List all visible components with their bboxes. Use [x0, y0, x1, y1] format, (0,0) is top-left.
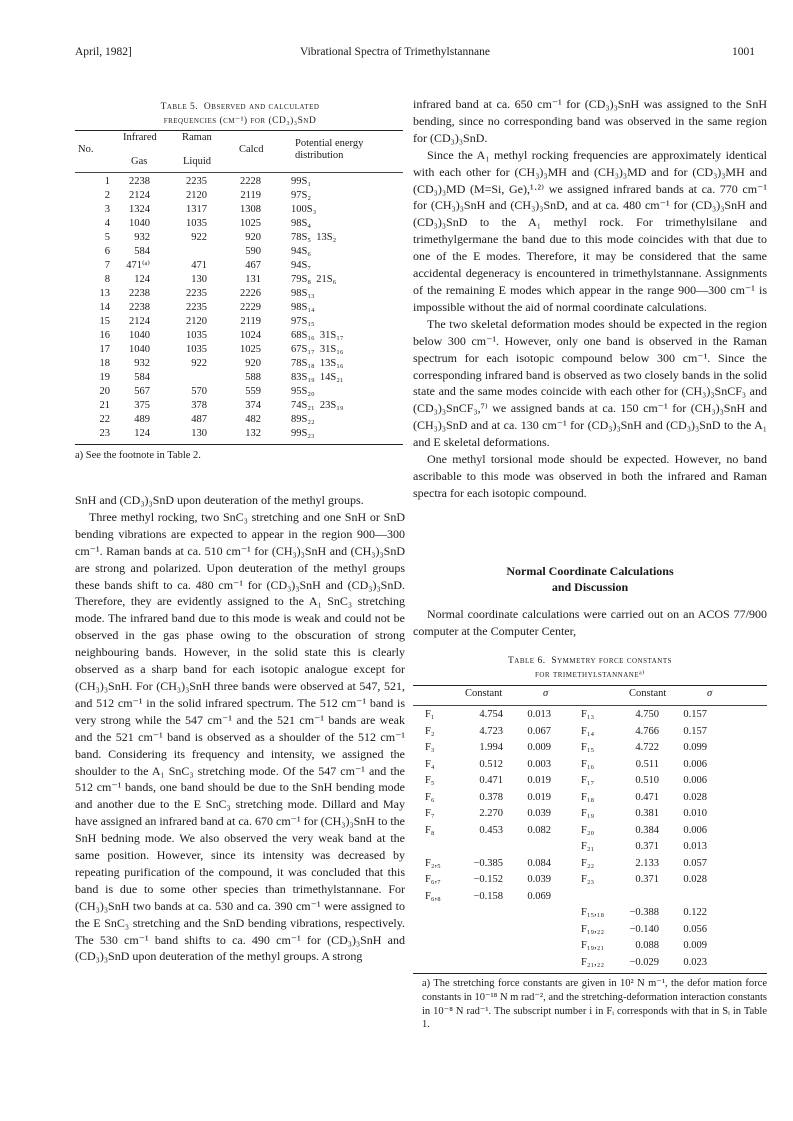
- force-constant-sigma: 0.157: [683, 725, 707, 737]
- raman-liquid-value: 570: [191, 386, 207, 397]
- force-constant-label: F₁₉,₂₂: [581, 923, 605, 935]
- table5-caption-text: Observed and calculated: [203, 102, 320, 112]
- row-number: 13: [99, 288, 110, 299]
- force-constant-label: F₃: [425, 742, 435, 753]
- infrared-gas-value: 1040: [129, 344, 150, 355]
- table6-caption-line2: for trimethylstannaneᵃ⁾: [534, 670, 646, 680]
- force-constant-sigma: 0.067: [527, 725, 551, 737]
- calculated-value: 1024: [240, 330, 261, 341]
- force-constant-value: 4.723: [479, 725, 503, 737]
- force-constant-label: F₂₁: [581, 841, 595, 852]
- force-constant-label: F₁₃: [581, 709, 595, 720]
- raman-liquid-value: 2120: [186, 316, 207, 327]
- raman-liquid-value: 1035: [186, 218, 207, 229]
- table-row: [425, 889, 551, 906]
- force-constant-sigma: 0.013: [527, 709, 551, 720]
- raman-liquid-value: 922: [191, 232, 207, 243]
- infrared-gas-value: 124: [134, 274, 150, 285]
- infrared-gas-value: 1324: [129, 204, 150, 215]
- table5-header-raman: Raman: [182, 132, 212, 143]
- table-row: [425, 740, 551, 757]
- right-column-body: [413, 96, 767, 502]
- table-row: [75, 203, 344, 217]
- calculated-value: 588: [245, 372, 261, 383]
- force-constant-sigma: 0.057: [683, 857, 707, 869]
- infrared-gas-value: 124: [134, 428, 150, 439]
- table-row: [75, 259, 344, 273]
- force-constant-value: 4.722: [635, 742, 659, 753]
- force-constant-label: F₂,₅: [425, 857, 441, 869]
- table5-caption-line2: frequencies (cm⁻¹) for (CD₃)₃SnD: [163, 116, 317, 126]
- calculated-value: 2119: [240, 316, 261, 327]
- potential-energy-distribution: 67S₁₇ 31S₁₆: [291, 344, 344, 355]
- table-row: [75, 287, 344, 301]
- table-row: [75, 399, 344, 413]
- table-row: [75, 343, 344, 357]
- row-number: 17: [99, 344, 110, 355]
- force-constant-value: −0.388: [629, 907, 659, 918]
- calculated-value: 2229: [240, 302, 261, 313]
- right-paragraph-5: Normal coordinate calculations were carried out on an ACOS 77/900 computer at the Computer Center,: [413, 607, 767, 638]
- raman-liquid-value: 1035: [186, 344, 207, 355]
- infrared-gas-value: 932: [134, 232, 150, 243]
- row-number: 4: [104, 218, 110, 229]
- potential-energy-distribution: 83S₁₉ 14S₂₁: [291, 372, 344, 383]
- table-row: [75, 357, 344, 371]
- table-row: [425, 839, 551, 856]
- table5-caption-line1: [75, 100, 405, 114]
- table-row: [75, 189, 344, 203]
- raman-liquid-value: 2235: [186, 176, 207, 187]
- potential-energy-distribution: 99S₂₃: [291, 428, 315, 439]
- table5-header-infrared: Infrared: [123, 132, 157, 143]
- table6-bottom-rule: [413, 973, 767, 974]
- force-constant-sigma: [659, 889, 707, 906]
- table-row: [425, 724, 551, 741]
- right-paragraph-2: Since the A₁ methyl rocking frequencies are approximately identical with each other for (CH₃)₃MH and (CH₃)₃MD and for (CD₃)₃MH and (CD₃)₃MD (M=Si, Ge),¹·²⁾ we assigned infrared bands at ca. 770 cm⁻¹ for (CH₃)₃SnH and (CH₃)₃SnD, and at ca. 480 cm⁻¹ for (CD₃)₃SnH and (CD₃)₃SnD to the A₁ methyl rock. For trimethylsilane and trimethylgermane the band due to this mode coincides with that due to one of the E modes. Therefore, it may be considered that the same accidental degeneracy is encountered in trimethylstannane. Assignments of the remaining E modes which appear in the range 900—300 cm⁻¹ is impossible without the aid of normal coordinate calculations.: [413, 147, 767, 314]
- calculated-value: 467: [245, 260, 261, 271]
- force-constant-label: F₆,₈: [425, 890, 441, 902]
- table-row: [75, 245, 344, 259]
- raman-liquid-value: 130: [191, 274, 207, 285]
- force-constant-value: 0.384: [635, 824, 659, 836]
- table-row: [75, 413, 344, 427]
- running-head-page-number: 1001: [732, 46, 755, 58]
- table5-header-calcd: Calcd: [239, 144, 264, 155]
- force-constant-value: 4.754: [479, 709, 503, 720]
- force-constant-label: F₁₅,₁₈: [581, 907, 605, 918]
- table-row: [75, 175, 344, 189]
- force-constant-label: F₁: [425, 709, 435, 720]
- potential-energy-distribution: 78S₁₈ 13S₁₆: [291, 358, 344, 369]
- table5-header-ped-1: Potential energy: [295, 138, 364, 149]
- table5-header-ped-2: distribution: [295, 150, 344, 161]
- table-row: [425, 823, 551, 840]
- calculated-value: 2119: [240, 190, 261, 201]
- table6-right: [581, 707, 707, 971]
- force-constant-sigma: 0.028: [683, 874, 707, 885]
- force-constant-label: [581, 889, 617, 906]
- calculated-value: 590: [245, 246, 261, 257]
- raman-liquid-value: 2235: [186, 302, 207, 313]
- row-number: 5: [104, 232, 110, 243]
- force-constant-value: −0.029: [629, 956, 659, 968]
- table-row: [581, 856, 707, 873]
- force-constant-value: 2.270: [479, 808, 503, 819]
- table-row: [581, 740, 707, 757]
- calculated-value: 1025: [240, 344, 261, 355]
- force-constant-value: 0.371: [635, 874, 659, 885]
- calculated-value: 920: [245, 232, 261, 243]
- potential-energy-distribution: 94S₆: [291, 246, 312, 257]
- table-row: [75, 217, 344, 231]
- force-constant-sigma: 0.010: [683, 808, 707, 819]
- force-constant-sigma: 0.023: [683, 956, 707, 968]
- table6-header: [413, 687, 767, 703]
- table-row: [425, 707, 551, 724]
- table5-caption-label: Table 5.: [160, 102, 199, 112]
- force-constant-sigma: 0.039: [527, 874, 551, 885]
- table5-header-rule: [75, 172, 403, 173]
- table-row: [581, 790, 707, 807]
- right-paragraph-4: One methyl torsional mode should be expected. However, no band ascribable to this mode was observed in both the infrared and Raman spectra for each isotopic compound.: [413, 452, 767, 500]
- raman-liquid-value: 1317: [186, 204, 207, 215]
- table-row: [75, 231, 344, 245]
- force-constant-sigma: 0.157: [683, 709, 707, 720]
- table-row: [425, 773, 551, 790]
- infrared-gas-value: 584: [134, 246, 150, 257]
- force-constant-sigma: 0.006: [683, 775, 707, 786]
- force-constant-value: −0.385: [473, 857, 503, 869]
- table-row: [75, 273, 344, 287]
- force-constant-sigma: 0.039: [527, 808, 551, 819]
- calculated-value: 2226: [240, 288, 261, 299]
- infrared-gas-value: 567: [134, 386, 150, 397]
- force-constant-sigma: [503, 839, 551, 856]
- row-number: 7: [104, 260, 110, 271]
- running-head-title: Vibrational Spectra of Trimethylstannane: [300, 46, 490, 58]
- table6-header-rule: [413, 705, 767, 706]
- potential-energy-distribution: 78S₅ 13S₂: [291, 232, 337, 243]
- force-constant-sigma: 0.009: [683, 940, 707, 951]
- potential-energy-distribution: 100S₃: [291, 204, 317, 215]
- potential-energy-distribution: 89S₂₂: [291, 414, 315, 425]
- force-constant-label: F₁₄: [581, 725, 595, 737]
- potential-energy-distribution: 99S₁: [291, 176, 312, 187]
- force-constant-value: 0.088: [635, 940, 659, 951]
- infrared-gas-value: 2124: [129, 316, 150, 327]
- table6-caption-label: Table 6.: [508, 656, 546, 666]
- infrared-gas-value: 1040: [129, 330, 150, 341]
- force-constant-sigma: 0.099: [683, 742, 707, 753]
- table5-bottom-rule: [75, 444, 403, 445]
- force-constant-label: [425, 839, 461, 856]
- force-constant-label: F₁₆: [581, 758, 595, 770]
- force-constant-sigma: 0.006: [683, 758, 707, 770]
- right-paragraph-3: The two skeletal deformation modes should be expected in the region below 300 cm⁻¹. However, only one band is observed in the Raman spectrum for each isotopic compound below 300 cm⁻¹. Since the corresponding infrared band is observed as two closely bands in the solid state and the same modes coincide with each other for (CH₃)₃SnCF₃ and (CD₃)₃SnCF₃,⁷⁾ we assigned bands at ca. 150 cm⁻¹ for (CH₃)₃SnH and (CH₃)₃SnD and at ca. 130 cm⁻¹ for (CD₃)₃SnH and (CD₃)₃SnD to the A₁ and E skeletal deformations.: [413, 316, 767, 450]
- row-number: 2: [104, 190, 110, 201]
- row-number: 15: [99, 316, 110, 327]
- potential-energy-distribution: 98S₁₄: [291, 302, 315, 313]
- table-row: [425, 757, 551, 774]
- table5-top-rule: [75, 130, 403, 131]
- left-paragraph-1: SnH and (CD₃)₃SnD upon deuteration of the methyl groups.: [75, 493, 364, 507]
- section-heading-line2: and Discussion: [551, 580, 629, 594]
- table5-header-gas: Gas: [131, 156, 148, 167]
- potential-energy-distribution: 97S₁₅: [291, 316, 315, 327]
- potential-energy-distribution: 95S₂₀: [291, 386, 315, 397]
- infrared-gas-value: 2238: [129, 302, 150, 313]
- table-row: [581, 773, 707, 790]
- table-row: [75, 329, 344, 343]
- force-constant-sigma: 0.019: [527, 791, 551, 803]
- table6-header-sigma-left: σ: [543, 688, 549, 699]
- infrared-gas-value: 375: [134, 400, 150, 411]
- force-constant-value: 1.994: [479, 742, 503, 753]
- potential-energy-distribution: 98S₄: [291, 218, 312, 229]
- calculated-value: 559: [245, 386, 261, 397]
- calculated-value: 132: [245, 428, 261, 439]
- force-constant-value: 0.453: [479, 824, 503, 836]
- raman-liquid-value: 2235: [186, 288, 207, 299]
- table-row: [581, 955, 707, 972]
- infrared-gas-value: 471⁽ᵃ⁾: [126, 260, 150, 271]
- force-constant-value: 0.381: [635, 808, 659, 819]
- force-constant-label: F₆,₇: [425, 874, 441, 885]
- table-row: [581, 905, 707, 922]
- table-row: [581, 757, 707, 774]
- table-row: [581, 839, 707, 856]
- table5-header-no: No.: [78, 144, 94, 155]
- raman-liquid-value: 922: [191, 358, 207, 369]
- force-constant-label: F₁₉: [581, 808, 595, 819]
- row-number: 19: [99, 372, 110, 383]
- table6-caption-line1: [413, 654, 767, 668]
- table-row: [75, 301, 344, 315]
- table-row: [581, 806, 707, 823]
- row-number: 18: [99, 358, 110, 369]
- force-constant-value: [461, 839, 503, 856]
- force-constant-label: F₆: [425, 791, 435, 803]
- force-constant-value: 0.371: [635, 841, 659, 852]
- force-constant-sigma: 0.003: [527, 758, 551, 770]
- force-constant-value: 0.510: [635, 775, 659, 786]
- infrared-gas-value: 584: [134, 372, 150, 383]
- force-constant-sigma: 0.082: [527, 824, 551, 836]
- force-constant-label: F₈: [425, 824, 435, 836]
- table-row: [75, 371, 344, 385]
- table5-header-liquid: Liquid: [183, 156, 211, 167]
- infrared-gas-value: 2238: [129, 288, 150, 299]
- infrared-gas-value: 489: [134, 414, 150, 425]
- force-constant-value: 0.378: [479, 791, 503, 803]
- force-constant-value: 4.750: [635, 709, 659, 720]
- calculated-value: 1308: [240, 204, 261, 215]
- force-constant-value: [617, 889, 659, 906]
- table-row: [581, 872, 707, 889]
- calculated-value: 920: [245, 358, 261, 369]
- row-number: 6: [104, 246, 110, 257]
- infrared-gas-value: 932: [134, 358, 150, 369]
- raman-liquid-value: [150, 245, 207, 259]
- force-constant-label: F₅: [425, 775, 435, 786]
- force-constant-value: 4.766: [635, 725, 659, 737]
- force-constant-label: F₂₀: [581, 824, 595, 836]
- table6-header-sigma-right: σ: [707, 688, 713, 699]
- table6-footnote: a) The stretching force constants are given in 10² N m⁻¹, the defor mation force constants in 10⁻¹⁸ N m rad⁻², and the stretching-deformation interaction constants in 10⁻⁸ N rad⁻¹. The subscript number i in Fᵢ corresponds with that in Sᵢ in Table 1.: [422, 978, 767, 1031]
- row-number: 3: [104, 204, 110, 215]
- force-constant-sigma: 0.028: [683, 791, 707, 803]
- force-constant-label: F₂₁,₂₂: [581, 956, 605, 968]
- force-constant-sigma: 0.006: [683, 824, 707, 836]
- table6-caption: [413, 654, 767, 682]
- infrared-gas-value: 1040: [129, 218, 150, 229]
- force-constant-value: 0.511: [635, 758, 659, 770]
- table6-header-constant-right: Constant: [629, 688, 667, 699]
- table5: [75, 175, 344, 441]
- force-constant-label: F₁₈: [581, 791, 595, 803]
- table5-caption: [75, 100, 405, 128]
- table-row: [581, 823, 707, 840]
- raman-liquid-value: 1035: [186, 330, 207, 341]
- potential-energy-distribution: 74S₂₁ 23S₁₉: [291, 400, 344, 411]
- table6-caption-text: Symmetry force constants: [551, 656, 672, 666]
- table-row: [581, 922, 707, 939]
- row-number: 16: [99, 330, 110, 341]
- potential-energy-distribution: 94S₇: [291, 260, 312, 271]
- potential-energy-distribution: 97S₂: [291, 190, 312, 201]
- force-constant-value: 0.471: [635, 791, 659, 803]
- calculated-value: 131: [245, 274, 261, 285]
- force-constant-label: F₂₂: [581, 857, 595, 869]
- force-constant-label: F₁₅: [581, 742, 595, 753]
- table-row: [425, 872, 551, 889]
- raman-liquid-value: 2120: [186, 190, 207, 201]
- table-row: [425, 790, 551, 807]
- force-constant-sigma: 0.009: [527, 742, 551, 753]
- table-row: [581, 889, 707, 906]
- table6-left-body: [425, 707, 551, 905]
- force-constant-label: F₂: [425, 725, 435, 737]
- row-number: 23: [99, 428, 110, 439]
- force-constant-value: −0.140: [629, 923, 659, 935]
- table6-right-body: [581, 707, 707, 971]
- table-row: [425, 856, 551, 873]
- running-head-date: April, 1982]: [75, 46, 132, 58]
- table-row: [75, 385, 344, 399]
- table-row: [75, 315, 344, 329]
- right-paragraph-1: infrared band at ca. 650 cm⁻¹ for (CD₃)₃SnH was assigned to the SnH bending, since no corresponding band was observed in the same region for (CD₃)₃SnD.: [413, 97, 767, 145]
- force-constant-label: F₄: [425, 758, 435, 770]
- table-row: [581, 724, 707, 741]
- row-number: 8: [104, 274, 110, 285]
- table6-header-constant-left: Constant: [465, 688, 503, 699]
- force-constant-sigma: 0.056: [683, 923, 707, 935]
- force-constant-label: F₇: [425, 808, 435, 819]
- table6-left: [425, 707, 551, 905]
- row-number: 1: [104, 176, 110, 187]
- table6-top-rule: [413, 685, 767, 686]
- calculated-value: 1025: [240, 218, 261, 229]
- row-number: 20: [99, 386, 110, 397]
- force-constant-sigma: 0.019: [527, 775, 551, 786]
- row-number: 14: [99, 302, 110, 313]
- table5-header: [75, 132, 403, 172]
- force-constant-label: F₁₇: [581, 775, 595, 786]
- force-constant-sigma: 0.084: [527, 857, 551, 869]
- section-heading-line1: Normal Coordinate Calculations: [506, 564, 674, 578]
- row-number: 21: [99, 400, 110, 411]
- table-row: [75, 427, 344, 441]
- force-constant-sigma: 0.013: [683, 841, 707, 852]
- table-row: [581, 707, 707, 724]
- raman-liquid-value: 487: [191, 414, 207, 425]
- left-column-body: [75, 492, 405, 965]
- calculated-value: 2228: [240, 176, 261, 187]
- raman-liquid-value: 378: [191, 400, 207, 411]
- force-constant-value: 2.133: [635, 857, 659, 869]
- raman-liquid-value: 130: [191, 428, 207, 439]
- force-constant-label: F₂₃: [581, 874, 595, 885]
- calculated-value: 482: [245, 414, 261, 425]
- force-constant-value: −0.158: [473, 890, 503, 902]
- table5-footnote: a) See the footnote in Table 2.: [75, 450, 201, 461]
- infrared-gas-value: 2238: [129, 176, 150, 187]
- calculated-value: 374: [245, 400, 261, 411]
- potential-energy-distribution: 79S₈ 21S₆: [291, 274, 337, 285]
- section-heading: [413, 563, 767, 595]
- row-number: 22: [99, 414, 110, 425]
- force-constant-value: 0.471: [479, 775, 503, 786]
- table-row: [425, 806, 551, 823]
- infrared-gas-value: 2124: [129, 190, 150, 201]
- raman-liquid-value: [150, 371, 207, 385]
- potential-energy-distribution: 98S₁₃: [291, 288, 315, 299]
- left-paragraph-2: Three methyl rocking, two SnC₃ stretching and one SnH or SnD bending vibrations are expected to appear in the region 900—300 cm⁻¹. Raman bands at ca. 510 cm⁻¹ for (CH₃)₃SnH and (CH₃)₃SnD are strong and polarized. Upon deuteration of the methyl groups these bands shift to ca. 480 cm⁻¹ for (CD₃)₃SnH and (CD₃)₃SnD. Therefore, they are evidently assigned to the A₁ SnC₃ stretching mode. The infrared band due to this mode is weak and could not be observed in the gas phase owing to the obscuration of strong neighbouring bands. However, in the solid state this is clearly observed as a sharp band for each isotopic analogue except for (CH₃)₃SnH. For (CH₃)₃SnH three bands were observed at 547, 521, and 512 cm⁻¹ in the solid infrared spectrum. The 512 cm⁻¹ band is very strong while the 547 cm⁻¹ and the 521 cm⁻¹ bands are weak and the 521 cm⁻¹ band is observed as a shoulder of the 512 cm⁻¹ band. Considering its frequency and intensity, we assigned the shoulder to the A₁ SnC₃ stretching mode. Of the 547 cm⁻¹ and the 512 cm⁻¹ bands, one band should be due to the SnH bending mode and another due to the E SnC₃ stretching mode. Dillard and May have assigned an infrared band at ca. 670 cm⁻¹ for (CH₃)₃SnH to the SnH bedning mode. We also observed the very weak band at the same position. However, since its intensity was decreased by repeating purification of the compound, it was concluded that this band is due to some other species than trimethylstannane. For (CH₃)₃SnH two bands at ca. 530 and ca. 390 cm⁻¹ were assigned to the E SnC₃ stretching and the SnD bending vibrations, respectively. The 530 cm⁻¹ band shifts to ca. 490 cm⁻¹ for (CD₃)₃SnH and (CD₃)₃SnD upon deuteration of the methyl groups. A strong: [75, 509, 405, 964]
- potential-energy-distribution: 68S₁₆ 31S₁₇: [291, 330, 344, 341]
- table-row: [581, 938, 707, 955]
- force-constant-label: F₁₉,₂₁: [581, 940, 605, 951]
- table5-body: [75, 175, 344, 441]
- force-constant-value: −0.152: [473, 874, 503, 885]
- raman-liquid-value: 471: [191, 260, 207, 271]
- force-constant-value: 0.512: [479, 758, 503, 770]
- force-constant-sigma: 0.122: [683, 907, 707, 918]
- force-constant-sigma: 0.069: [527, 890, 551, 902]
- right-column-body-2: [413, 606, 767, 640]
